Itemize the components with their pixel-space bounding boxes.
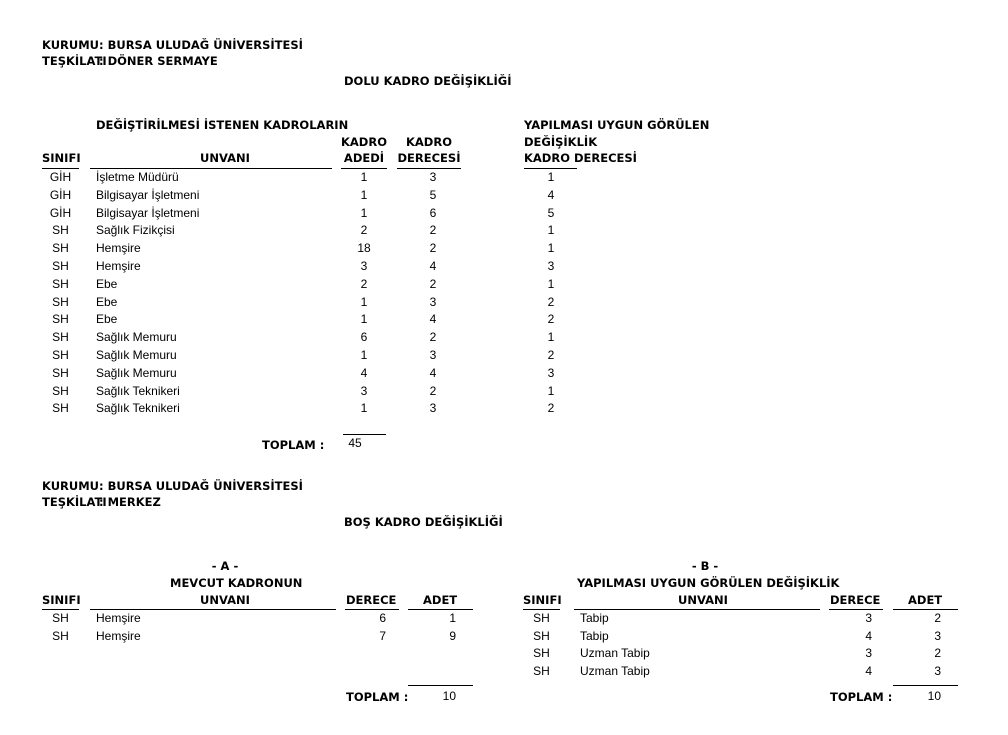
- b-toplam-value: 10: [927, 689, 941, 703]
- table-row: [0, 401, 1008, 419]
- row-sinif: SH: [533, 646, 550, 660]
- row-yeni-derece: 5: [547, 205, 555, 220]
- row-adet: 2: [934, 611, 941, 625]
- table-row: [0, 241, 1008, 259]
- b-underline-derece: [829, 609, 883, 610]
- row-kadro-adedi: 3: [360, 383, 368, 398]
- col-unvani: UNVANI: [200, 151, 250, 165]
- row-unvan: Bilgisayar İşletmeni: [96, 205, 200, 220]
- a-underline-unvani: [90, 609, 336, 610]
- row-unvan: Tabip: [580, 628, 609, 643]
- row-kadro-derecesi: 2: [429, 383, 437, 398]
- row-sinif: GİH: [49, 187, 72, 202]
- row-sinif: SH: [52, 383, 69, 398]
- underline-sinifi: [42, 168, 79, 169]
- table-row: [0, 664, 1008, 682]
- b-col-unvani: UNVANI: [678, 593, 728, 607]
- row-yeni-derece: 1: [547, 383, 555, 398]
- row-unvan: Ebe: [96, 276, 118, 291]
- row-unvan: Hemşire: [96, 611, 141, 625]
- row-sinif: SH: [52, 276, 69, 291]
- table-row: [0, 629, 1008, 647]
- row-kadro-derecesi: 2: [429, 330, 437, 345]
- row-kadro-derecesi: 4: [429, 259, 437, 273]
- row-yeni-derece: 2: [547, 348, 555, 362]
- table-row: [0, 366, 1008, 384]
- a-underline-sinifi: [42, 609, 79, 610]
- row-kadro-derecesi: 3: [429, 401, 437, 416]
- teskilati-label-2: TEŞKİLATI: [42, 495, 107, 509]
- teskilati-value: : DÖNER SERMAYE: [99, 54, 218, 68]
- a-underline-adet: [408, 609, 473, 610]
- row-sinif: SH: [52, 628, 69, 643]
- table-row: [0, 188, 1008, 206]
- col-new-derece: KADRO DERECESİ: [524, 151, 637, 165]
- row-kadro-adedi: 4: [360, 365, 368, 380]
- row-sinif: SH: [52, 223, 69, 238]
- row-unvan: Sağlık Memuru: [96, 348, 177, 362]
- row-kadro-derecesi: 5: [429, 187, 437, 202]
- row-kadro-derecesi: 3: [429, 170, 437, 184]
- row-yeni-derece: 1: [547, 241, 555, 256]
- col-kadro-derecesi-2: DERECESİ: [397, 151, 461, 165]
- a-toplam-label: TOPLAM :: [346, 690, 409, 704]
- bos-title: BOŞ KADRO DEĞİŞİKLİĞİ: [344, 515, 503, 529]
- row-sinif: SH: [52, 348, 69, 362]
- b-col-sinifi: SINIFI: [523, 593, 562, 607]
- row-kadro-derecesi: 2: [429, 223, 437, 238]
- row-yeni-derece: 1: [547, 223, 555, 238]
- group-heading-right-1: YAPILMASI UYGUN GÖRÜLEN: [524, 118, 710, 132]
- row-unvan: Hemşire: [96, 628, 141, 643]
- col-kadro-derecesi-1: KADRO: [406, 135, 452, 149]
- a-col-derece: DERECE: [346, 593, 397, 607]
- row-yeni-derece: 3: [547, 365, 555, 380]
- row-derece: 6: [379, 611, 386, 625]
- section-b-heading: YAPILMASI UYGUN GÖRÜLEN DEĞİŞİKLİK: [577, 576, 840, 590]
- row-derece: 4: [865, 663, 872, 678]
- row-sinif: SH: [52, 259, 69, 273]
- row-kadro-derecesi: 3: [429, 348, 437, 362]
- table-row: [0, 223, 1008, 241]
- row-kadro-derecesi: 4: [429, 312, 437, 327]
- row-unvan: Ebe: [96, 294, 118, 309]
- table-row: [0, 295, 1008, 313]
- group-heading-left: DEĞİŞTİRİLMESİ İSTENEN KADROLARIN: [96, 118, 349, 132]
- row-sinif: GİH: [49, 170, 72, 184]
- dolu-toplam-label: TOPLAM :: [262, 438, 325, 452]
- row-kadro-derecesi: 4: [429, 365, 437, 380]
- b-toplam-label: TOPLAM :: [830, 690, 893, 704]
- row-kadro-adedi: 1: [360, 187, 368, 202]
- row-sinif: SH: [52, 611, 69, 625]
- underline-unvani: [90, 168, 332, 169]
- table-row: [0, 611, 1008, 629]
- row-unvan: Hemşire: [96, 241, 141, 256]
- a-toplam-line: [408, 685, 473, 686]
- b-col-adet: ADET: [908, 593, 943, 607]
- row-yeni-derece: 1: [547, 276, 555, 291]
- row-unvan: Bilgisayar İşletmeni: [96, 187, 200, 202]
- row-kadro-derecesi: 2: [429, 241, 437, 256]
- row-adet: 3: [934, 628, 941, 643]
- table-row: [0, 259, 1008, 277]
- b-underline-sinifi: [523, 609, 560, 610]
- row-sinif: SH: [533, 663, 550, 678]
- row-kadro-adedi: 1: [360, 170, 368, 184]
- table-row: [0, 312, 1008, 330]
- row-derece: 7: [379, 628, 386, 643]
- section-a-marker: - A -: [211, 559, 239, 573]
- group-heading-right-2: DEĞİŞİKLİK: [524, 135, 598, 149]
- row-kadro-adedi: 6: [360, 330, 368, 345]
- row-kadro-adedi: 1: [360, 294, 368, 309]
- col-kadro-adedi-1: KADRO: [341, 135, 387, 149]
- row-unvan: Sağlık Fizikçisi: [96, 223, 175, 238]
- row-adet: 2: [934, 646, 941, 660]
- a-col-sinifi: SINIFI: [42, 593, 81, 607]
- a-toplam-value: 10: [442, 689, 456, 703]
- a-col-adet: ADET: [423, 593, 458, 607]
- row-sinif: SH: [52, 330, 69, 345]
- row-kadro-adedi: 1: [360, 348, 368, 362]
- kurumu-label-2: KURUMU: [42, 479, 100, 493]
- row-kadro-adedi: 1: [360, 205, 368, 220]
- row-kadro-derecesi: 6: [429, 205, 437, 220]
- row-kadro-derecesi: 3: [429, 294, 437, 309]
- a-col-unvani: UNVANI: [200, 593, 250, 607]
- b-underline-adet: [893, 609, 958, 610]
- row-yeni-derece: 1: [547, 330, 555, 345]
- row-sinif: SH: [52, 401, 69, 416]
- table-row: [0, 384, 1008, 402]
- kurumu-value-2: : BURSA ULUDAĞ ÜNİVERSİTESİ: [99, 479, 303, 493]
- table-row: [0, 330, 1008, 348]
- b-underline-unvani: [574, 609, 820, 610]
- row-unvan: Hemşire: [96, 259, 141, 273]
- row-adet: 3: [934, 663, 941, 678]
- row-unvan: Sağlık Teknikeri: [96, 401, 180, 416]
- row-unvan: Sağlık Teknikeri: [96, 383, 180, 398]
- row-yeni-derece: 4: [547, 187, 555, 202]
- row-adet: 1: [449, 611, 456, 625]
- dolu-title: DOLU KADRO DEĞİŞİKLİĞİ: [344, 74, 512, 88]
- teskilati-value-2: : MERKEZ: [99, 495, 161, 509]
- underline-new-derece: [524, 168, 577, 169]
- table-row: [0, 348, 1008, 366]
- row-yeni-derece: 1: [547, 170, 555, 184]
- row-kadro-adedi: 2: [360, 223, 368, 238]
- table-row: [0, 170, 1008, 188]
- row-unvan: Uzman Tabip: [580, 663, 650, 678]
- row-kadro-adedi: 18: [357, 241, 371, 256]
- row-sinif: SH: [52, 241, 69, 256]
- row-yeni-derece: 2: [547, 312, 555, 327]
- b-toplam-line: [893, 685, 958, 686]
- table-row: [0, 206, 1008, 224]
- row-sinif: SH: [52, 365, 69, 380]
- section-b-marker: - B -: [691, 559, 719, 573]
- teskilati-label: TEŞKİLATI: [42, 54, 107, 68]
- dolu-toplam-value: 45: [348, 436, 362, 450]
- b-col-derece: DERECE: [830, 593, 881, 607]
- row-unvan: Sağlık Memuru: [96, 330, 177, 345]
- row-kadro-adedi: 1: [360, 401, 368, 416]
- row-unvan: Tabip: [580, 611, 609, 625]
- underline-derecesi: [397, 168, 461, 169]
- row-sinif: GİH: [49, 205, 72, 220]
- row-yeni-derece: 2: [547, 294, 555, 309]
- table-row: [0, 646, 1008, 664]
- kurumu-value: : BURSA ULUDAĞ ÜNİVERSİTESİ: [99, 38, 303, 52]
- row-derece: 4: [865, 628, 872, 643]
- row-unvan: Ebe: [96, 312, 118, 327]
- section-a-heading: MEVCUT KADRONUN: [170, 576, 303, 590]
- a-underline-derece: [345, 609, 399, 610]
- row-sinif: SH: [52, 294, 69, 309]
- row-adet: 9: [449, 628, 456, 643]
- row-kadro-adedi: 2: [360, 276, 368, 291]
- row-unvan: Sağlık Memuru: [96, 365, 177, 380]
- col-kadro-adedi-2: ADEDİ: [343, 151, 385, 165]
- row-derece: 3: [865, 611, 872, 625]
- row-kadro-adedi: 1: [360, 312, 368, 327]
- row-yeni-derece: 3: [547, 259, 555, 273]
- row-sinif: SH: [533, 611, 550, 625]
- row-unvan: İşletme Müdürü: [96, 170, 179, 184]
- table-row: [0, 277, 1008, 295]
- row-unvan: Uzman Tabip: [580, 646, 650, 660]
- row-sinif: SH: [533, 628, 550, 643]
- row-derece: 3: [865, 646, 872, 660]
- row-kadro-adedi: 3: [360, 259, 368, 273]
- toplam-line: [343, 434, 386, 435]
- underline-adedi: [341, 168, 387, 169]
- kurumu-label: KURUMU: [42, 38, 100, 52]
- row-kadro-derecesi: 2: [429, 276, 437, 291]
- row-sinif: SH: [52, 312, 69, 327]
- row-yeni-derece: 2: [547, 401, 555, 416]
- col-sinifi: SINIFI: [42, 151, 81, 165]
